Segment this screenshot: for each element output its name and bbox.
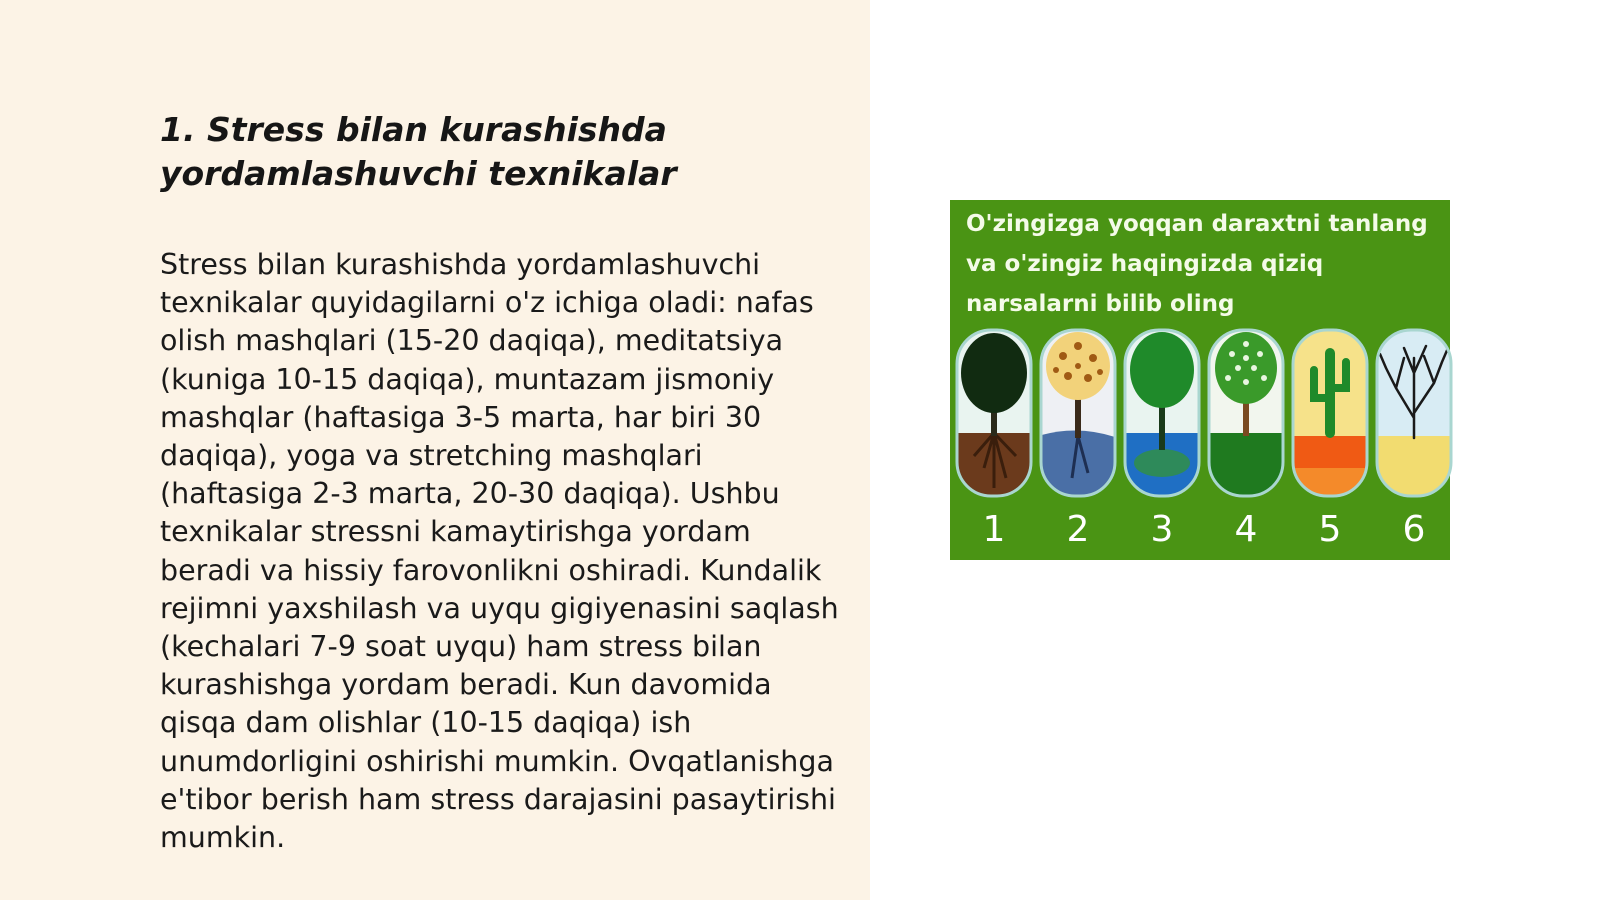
blossom-tree-icon — [1206, 328, 1286, 498]
tree-number-3: 3 — [1150, 509, 1174, 550]
slide-title: 1. Stress bilan kurashishda yordamlashuvchi texnikalar — [160, 110, 677, 193]
tree-number-5: 5 — [1318, 509, 1342, 550]
tree-number-6: 6 — [1402, 509, 1426, 550]
autumn-tree-icon — [1038, 328, 1118, 498]
figure-caption: O'zingizga yoqqan daraxtni tanlang va o'zingiz haqingizda qiziq narsalarni bilib oling — [966, 211, 1428, 317]
tree-test-image — [950, 200, 1450, 560]
tree-number-1: 1 — [982, 509, 1006, 550]
slide-body-text: Stress bilan kurashishda yordamlashuvchi texnikalar quyidagilarni o'z ichiga oladi: nafas olish mashqlari (15-20 daqiqa), meditatsiya (kuniga 10-15 daqiqa), muntazam jismoniy mashqlar (haftasiga 3-5 marta, har biri 30 daqiqa), yoga va stretching mashqlari (haftasiga 2-3 marta, 20-30 daqiqa). Ushbu texnikalar stressni kamaytirishga yordam beradi va hissiy farovonlikni oshiradi. Kundalik rejimni yaxshilash va uyqu gigiyenasini saqlash (kechalari 7-9 soat uyqu) ham stress bilan kurashishga yordam beradi. Kun davomida qisqa dam olishlar (10-15 daqiqa) ish unumdorligini oshirishi mumkin. Ovqatlanishga e'tibor berish ham stress darajasini pasaytirishi mumkin. — [160, 248, 839, 855]
dark-tree-with-roots-icon — [954, 328, 1034, 498]
bare-tree-icon — [1374, 328, 1454, 498]
tree-number-2: 2 — [1066, 509, 1090, 550]
tree-over-water-icon — [1122, 328, 1202, 498]
tree-options-row — [950, 326, 1450, 506]
cactus-icon — [1290, 328, 1370, 498]
tree-number-4: 4 — [1234, 509, 1258, 550]
